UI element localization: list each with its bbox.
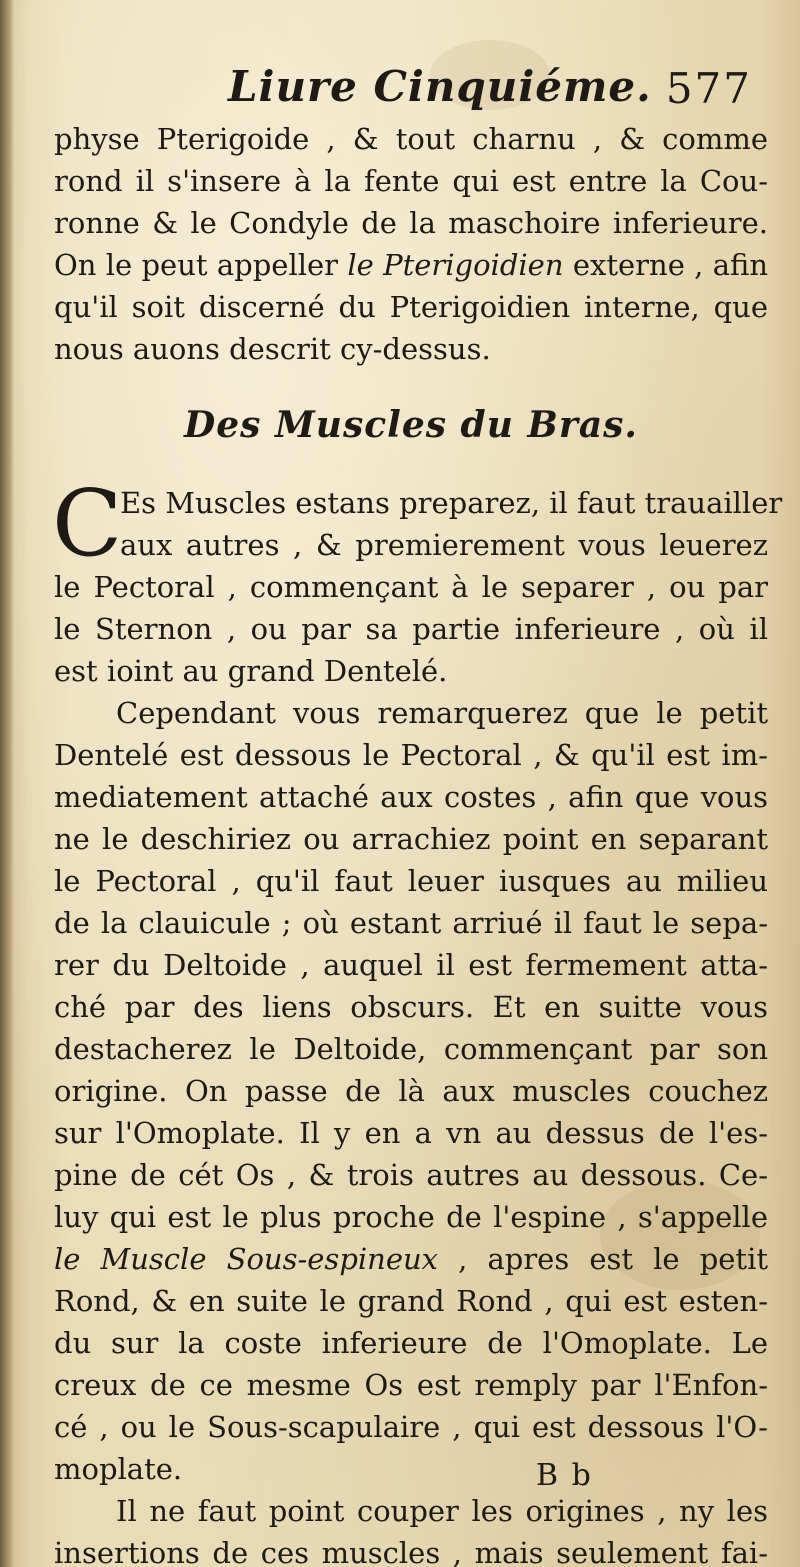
- signature-row: [54, 1458, 768, 1502]
- text-line: du sur la coste inferieure de l'Omoplate. Le: [54, 1326, 768, 1360]
- text-line: mediatement attaché aux costes , afin que vous: [54, 780, 768, 814]
- text-line: moplate.: [54, 1452, 183, 1486]
- text-line: sur l'Omoplate. Il y en a vn au dessus de l'es-: [54, 1116, 768, 1150]
- text-line: Rond, & en suite le grand Rond , qui est esten-: [54, 1284, 768, 1318]
- text-line: [54, 244, 768, 286]
- text-line: luy qui est le plus proche de l'espine , s'appelle: [54, 1200, 768, 1234]
- paragraph: [52, 470, 783, 692]
- text-line: insertions de ces muscles , mais seulement fai-: [54, 1536, 768, 1567]
- text-line: destacherez le Deltoide, commençant par son: [54, 1032, 768, 1066]
- drop-cap: C: [52, 470, 123, 577]
- text-line: Cependant vous remarquerez que le petit: [116, 696, 768, 730]
- text-block: [52, 118, 783, 1567]
- running-title: Liure Cinquiéme.: [228, 62, 652, 111]
- text-line: est ioint au grand Dentelé.: [54, 654, 448, 688]
- text-line: ne le deschiriez ou arrachiez point en separant: [54, 822, 768, 856]
- section-title: Des Muscles du Bras.: [184, 404, 638, 446]
- running-head: [60, 62, 760, 114]
- text-line: origine. On passe de là aux muscles couchez: [54, 1074, 768, 1108]
- text-line: Es Muscles estans preparez, il faut trauailler: [120, 486, 783, 520]
- italic-term: le Pterigoidien: [347, 248, 564, 282]
- signature-mark: B b: [536, 1458, 593, 1493]
- paragraph: [54, 692, 768, 1490]
- text-line: [54, 1238, 768, 1280]
- text-line: le Pectoral , commençant à le separer , ou par: [54, 570, 768, 604]
- text-fragment: On le peut appeller: [54, 248, 339, 282]
- text-line: nous auons descrit cy-dessus.: [54, 332, 491, 366]
- text-line: rer du Deltoide , auquel il est fermement atta-: [54, 948, 768, 982]
- text-line: de la clauicule ; où estant arriué il faut le sepa-: [54, 906, 768, 940]
- text-line: physe Pterigoide , & tout charnu , & comme: [54, 122, 768, 156]
- text-line: rond il s'insere à la fente qui est entre la Cou-: [54, 164, 768, 198]
- text-line: Il ne faut point couper les origines , ny les: [116, 1494, 768, 1528]
- text-line: pine de cét Os , & trois autres au dessous. Ce-: [54, 1158, 768, 1192]
- text-line: qu'il soit discerné du Pterigoidien interne, que: [54, 290, 768, 324]
- text-line: aux autres , & premierement vous leuerez: [120, 528, 768, 562]
- text-line: ché par des liens obscurs. Et en suitte vous: [54, 990, 768, 1024]
- italic-term: le Muscle Sous-espineux: [54, 1242, 439, 1276]
- text-fragment: externe , afin: [572, 248, 768, 282]
- text-line: Dentelé est dessous le Pectoral , & qu'il est im-: [54, 738, 768, 772]
- text-line: creux de ce mesme Os est remply par l'Enfon-: [54, 1368, 768, 1402]
- text-line: le Pectoral , qu'il faut leuer iusques au milieu: [54, 864, 768, 898]
- text-fragment: , apres est le petit: [458, 1242, 768, 1276]
- text-line: ronne & le Condyle de la maschoire inferieure.: [54, 206, 768, 240]
- text-line: le Sternon , ou par sa partie inferieure , où il: [54, 612, 768, 646]
- page-number: 577: [665, 64, 752, 113]
- binding-gutter: [0, 0, 14, 1567]
- text-line: cé , ou le Sous-scapulaire , qui est dessous l'O-: [54, 1410, 768, 1444]
